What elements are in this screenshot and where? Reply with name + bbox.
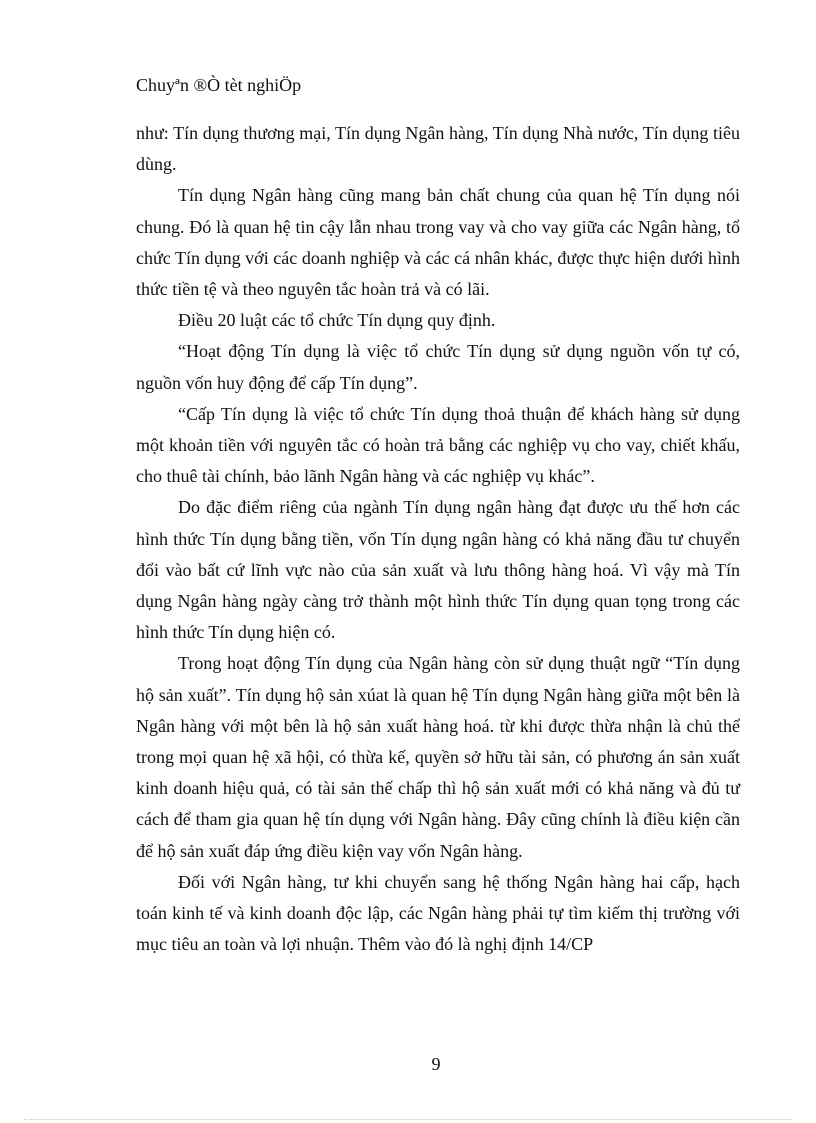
paragraph: Tín dụng Ngân hàng cũng mang bản chất chung của quan hệ Tín dụng nói chung. Đó là quan hệ tin cậy lẫn nhau trong vay và cho vay giữa các Ngân hàng, tổ chức Tín dụng với các doanh nghiệp và các cá nhân khác, được thực hiện dưới hình thức tiền tệ và theo nguyên tắc hoàn trả và có lãi. (136, 185, 740, 300)
paragraph: Điều 20 luật các tổ chức Tín dụng quy định. (178, 310, 496, 331)
paragraph: “Hoạt động Tín dụng là việc tổ chức Tín dụng sử dụng nguồn vốn tự có, nguồn vốn huy động để cấp Tín dụng”. (136, 341, 740, 393)
paragraph: như: Tín dụng thương mại, Tín dụng Ngân hàng, Tín dụng Nhà nước, Tín dụng tiêu dùng. (136, 123, 740, 175)
bottom-divider (24, 1119, 792, 1120)
paragraph: Trong hoạt động Tín dụng của Ngân hàng còn sử dụng thuật ngữ “Tín dụng hộ sản xuất”. Tín dụng hộ sản xúat là quan hệ Tín dụng Ngân hàng giữa một bên là Ngân hàng với một bên là hộ sản xuất hàng hoá. từ khi được thừa nhận là chủ thể trong mọi quan hệ xã hội, có thừa kế, quyền sở hữu tài sản, có phương án sản xuất kinh doanh hiệu quả, có tài sản thế chấp thì hộ sản xuất mới có khả năng và đủ tư cách để tham gia quan hệ tín dụng với Ngân hàng. Đây cũng chính là điều kiện cần để hộ sản xuất đáp ứng điều kiện vay vốn Ngân hàng. (136, 653, 740, 861)
body-text (136, 118, 740, 960)
paragraph: Đối với Ngân hàng, tư khi chuyển sang hệ thống Ngân hàng hai cấp, hạch toán kinh tế và kinh doanh độc lập, các Ngân hàng phải tự tìm kiếm thị trường với mục tiêu an toàn và lợi nhuận. Thêm vào đó là nghị định 14/CP (136, 871, 740, 955)
page-number: 9 (431, 1054, 441, 1074)
page-header: Chuyªn ®Ò tèt nghiÖp (136, 75, 302, 95)
paragraph: “Cấp Tín dụng là việc tổ chức Tín dụng thoả thuận để khách hàng sử dụng một khoản tiền với nguyên tắc có hoàn trả bằng các nghiệp vụ cho vay, chiết khấu, cho thuê tài chính, bảo lãnh Ngân hàng và các nghiệp vụ khác”. (136, 403, 740, 487)
paragraph: Do đặc điểm riêng của ngành Tín dụng ngân hàng đạt được ưu thế hơn các hình thức Tín dụng bằng tiền, vốn Tín dụng ngân hàng có khả năng đầu tư chuyển đổi vào bất cứ lĩnh vực nào của sản xuất và lưu thông hàng hoá. Vì vậy mà Tín dụng Ngân hàng ngày càng trở thành một hình thức Tín dụng quan tọng trong các hình thức Tín dụng hiện có. (136, 497, 740, 643)
